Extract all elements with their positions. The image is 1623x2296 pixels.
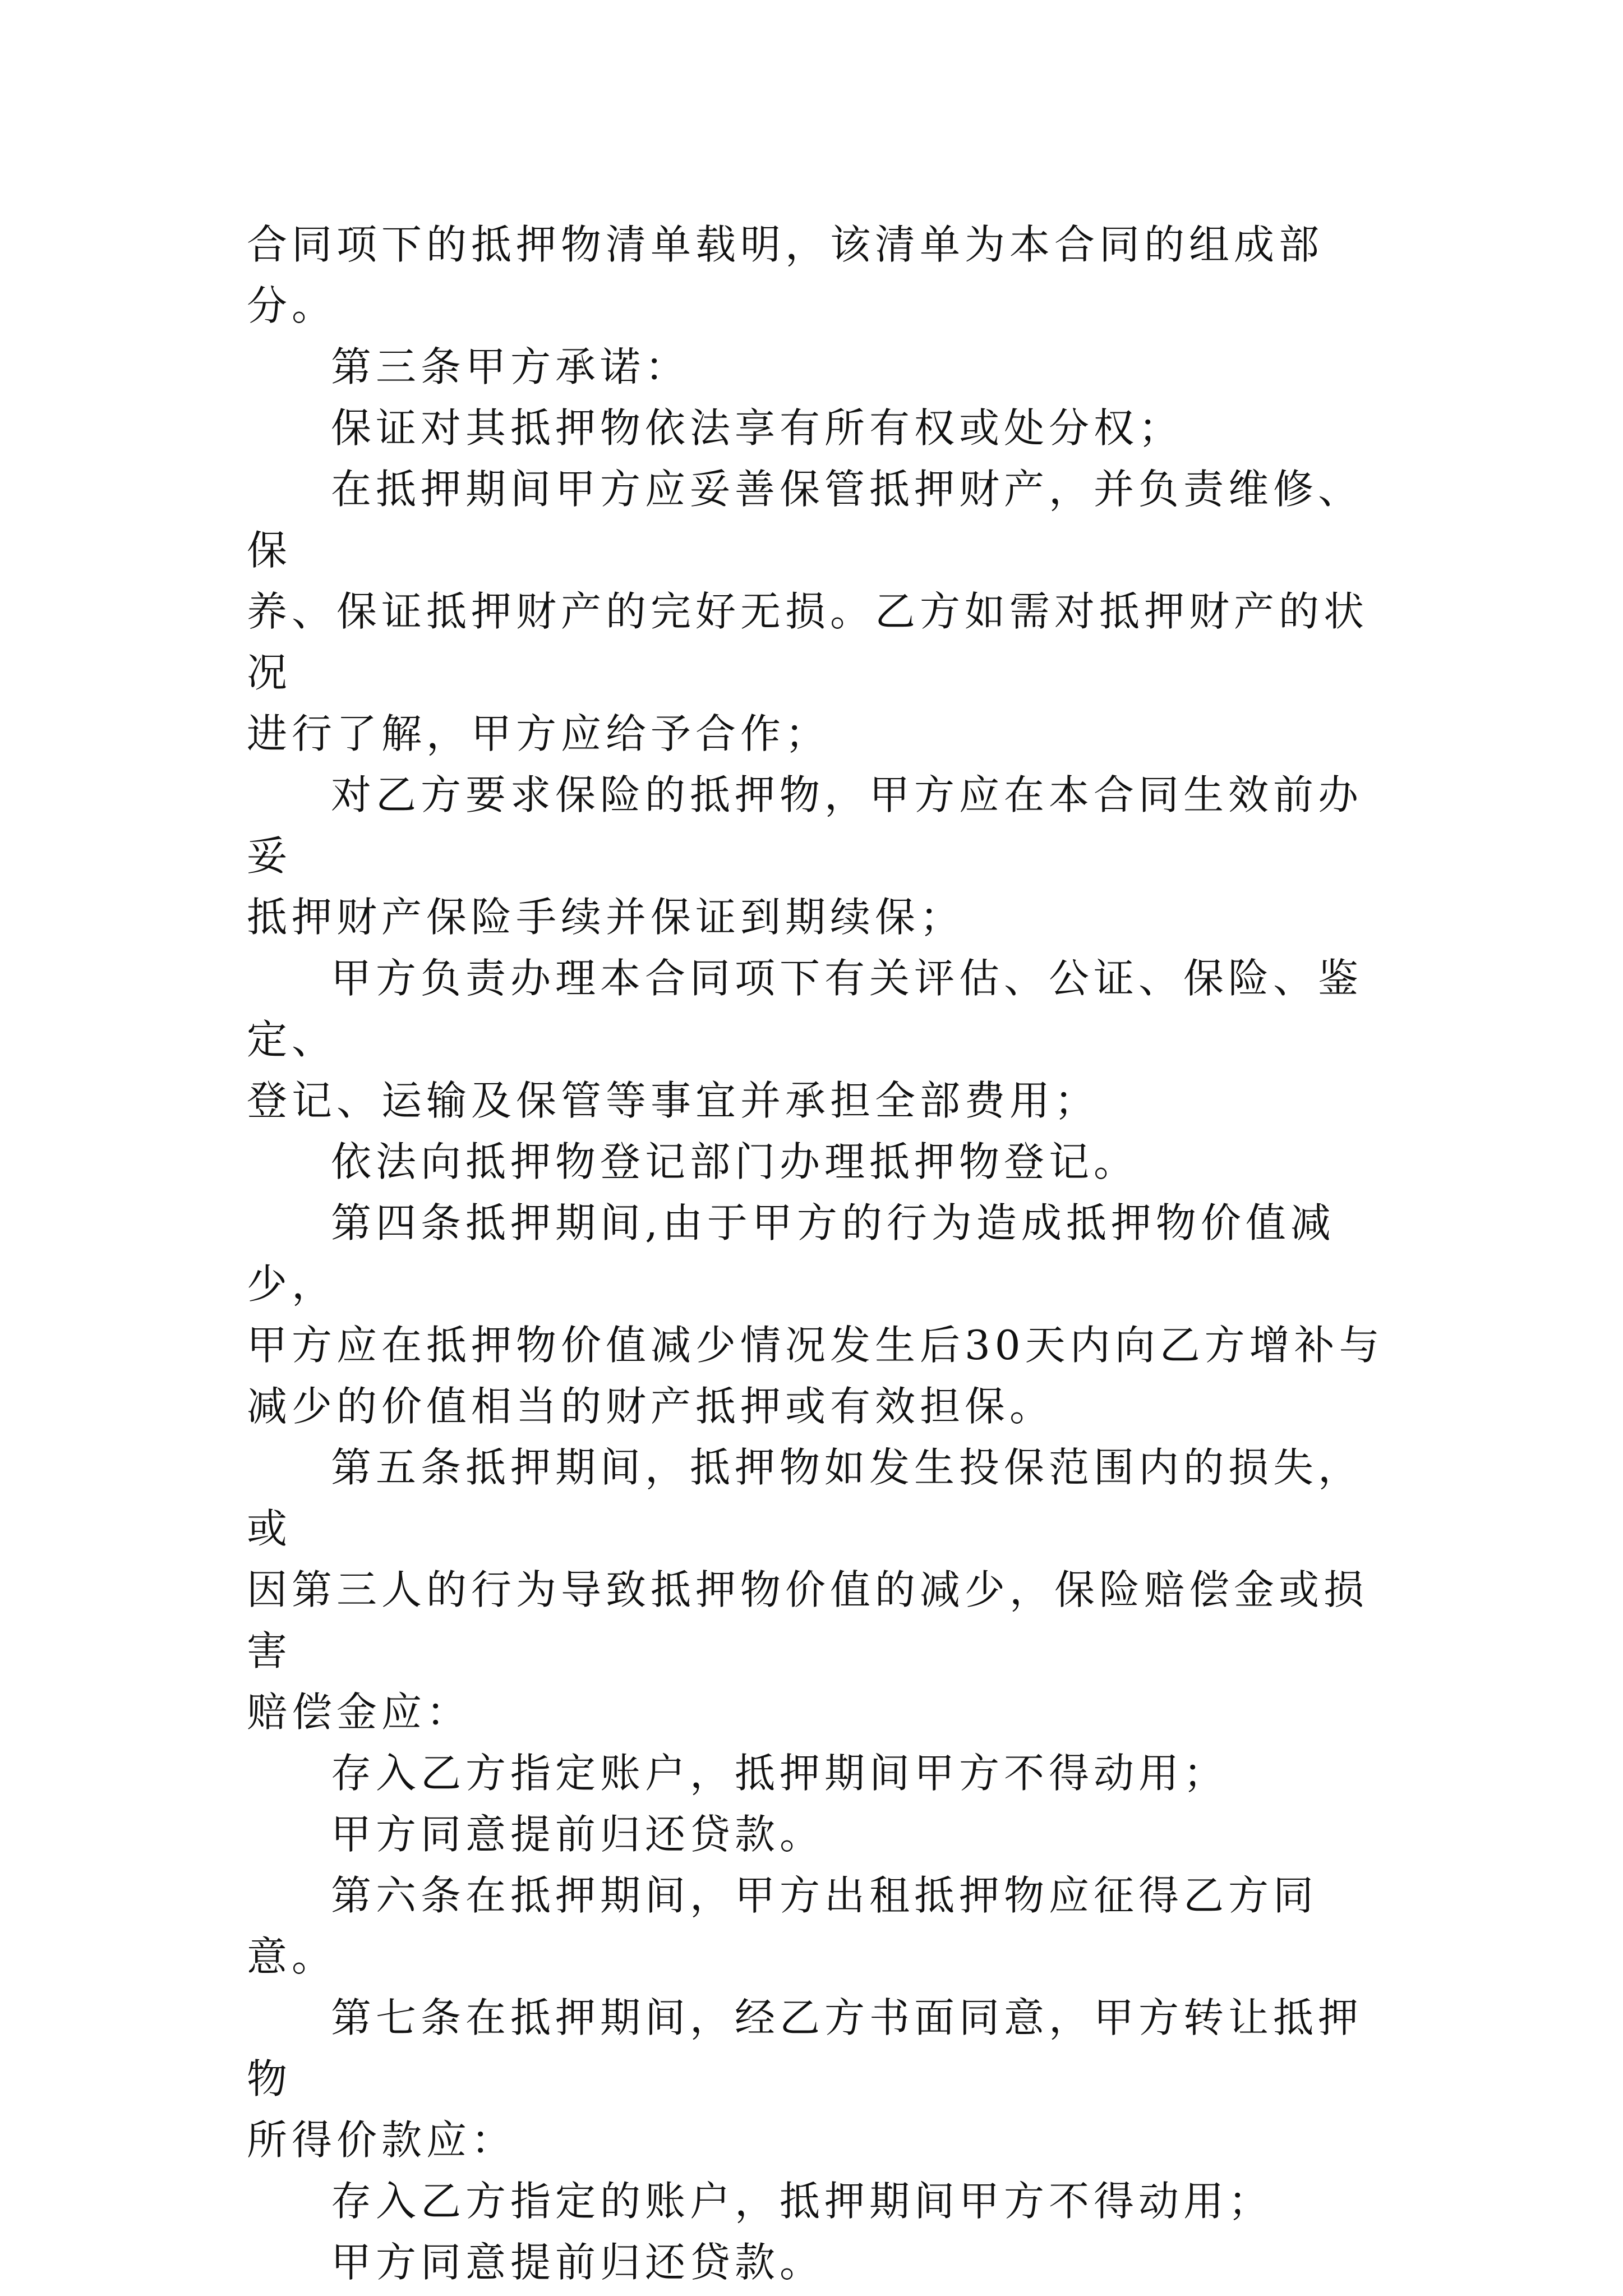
paragraph: 甲方同意提前归还贷款。 [331,1811,825,1858]
paragraph: 甲方负责办理本合同项下有关评估、公证、保险、鉴定、 登记、运输及保管等事宜并承担全部费用； [247,955,1363,1124]
paragraph: 第七条在抵押期间，经乙方书面同意，甲方转让抵押物 所得价款应： [247,1994,1363,2164]
paragraph: 第四条抵押期间,由于甲方的行为造成抵押物价值减少， 甲方应在抵押物价值减少情况发生后30天内向乙方增补与 减少的价值相当的财产抵押或有效担保。 [247,1199,1384,1430]
paragraph: 第六条在抵押期间，甲方出租抵押物应征得乙方同意。 [247,1872,1318,1980]
paragraph: 保证对其抵押物依法享有所有权或处分权； [331,404,1184,452]
document-body [247,214,1385,2293]
paragraph: 依法向抵押物登记部门办理抵押物登记。 [331,1138,1139,1185]
paragraph: 在抵押期间甲方应妥善保管抵押财产，并负责维修、保 养、保证抵押财产的完好无损。乙方如需对抵押财产的状况 进行了解，甲方应给予合作； [247,466,1369,757]
paragraph: 第五条抵押期间，抵押物如发生投保范围内的损失，或 因第三人的行为导致抵押物价值的减少，保险赔偿金或损害 赔偿金应： [247,1444,1369,1736]
paragraph: 存入乙方指定账户，抵押期间甲方不得动用； [331,1750,1229,1797]
paragraph: 第三条甲方承诺： [331,343,690,390]
paragraph: 合同项下的抵押物清单载明，该清单为本合同的组成部分。 [247,221,1324,329]
paragraph: 对乙方要求保险的抵押物，甲方应在本合同生效前办妥 抵押财产保险手续并保证到期续保； [247,771,1363,941]
paragraph: 存入乙方指定的账户，抵押期间甲方不得动用； [331,2178,1274,2225]
paragraph: 甲方同意提前归还贷款。 [331,2239,825,2286]
